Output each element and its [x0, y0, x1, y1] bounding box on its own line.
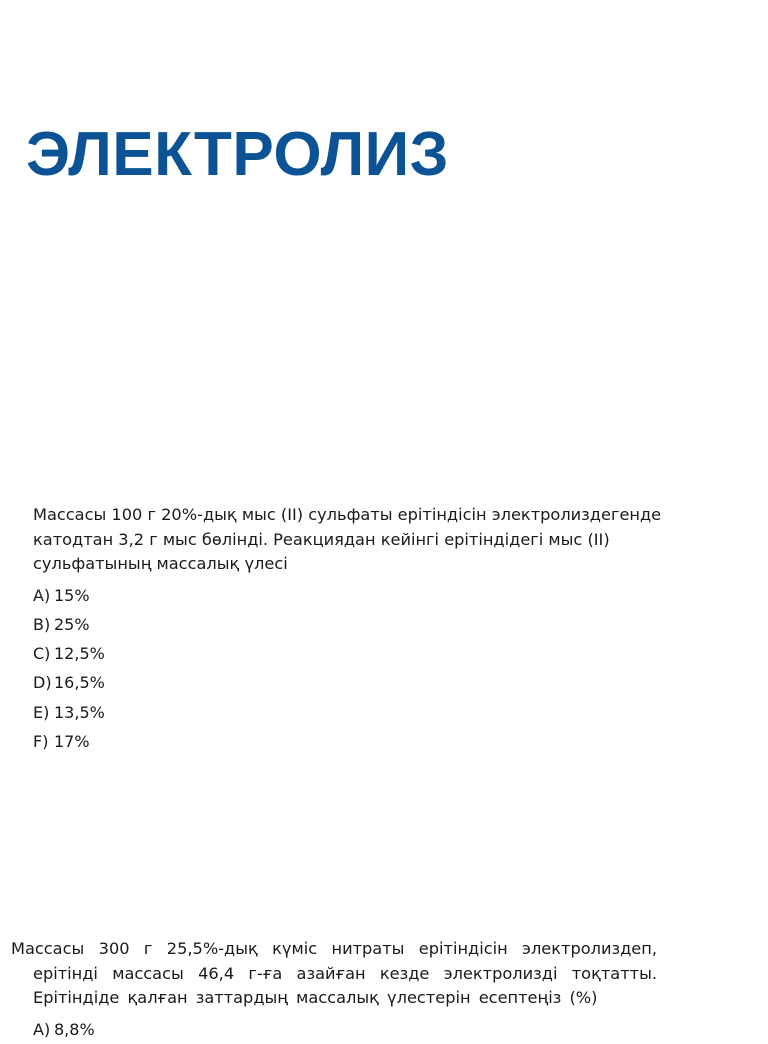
answer-option [33, 639, 713, 668]
answer-option [33, 727, 713, 756]
option-value: 12,5% [54, 644, 105, 664]
question-1-options [33, 581, 713, 757]
option-letter: С) [33, 644, 51, 664]
answer-option [33, 1015, 657, 1044]
question-2-text: Массасы 300 г 25,5%-дық күміс нитраты ерітіндісін электролиздеп, ерітінді массасы 46,4 г-ға азайған кезде электролизді тоқтатты. Ерітіндіде қалған заттардың массалық үлестерін есептеңіз (%) [11, 939, 657, 1007]
answer-option [33, 698, 713, 727]
option-value: 16,5% [54, 673, 105, 693]
option-value: 25% [54, 614, 90, 634]
option-letter: В) [33, 614, 51, 634]
option-value: 13,5% [54, 702, 105, 722]
question-1-text: Массасы 100 г 20%-дық мыс (II) сульфаты ерітіндісін электролиздегенде катодтан 3,2 г мыс бөлінді. Реакциядан кейінгі ерітіндідегі мыс (II) сульфатының массалық үлесі [33, 505, 662, 573]
option-letter: Е) [33, 702, 50, 722]
option-letter: А) [33, 1019, 51, 1039]
question-1 [33, 503, 713, 756]
question-2 [11, 937, 657, 1044]
answer-option [33, 610, 713, 639]
answer-option [33, 668, 713, 697]
slide-title: ЭЛЕКТРОЛИЗ [26, 120, 449, 189]
option-value: 15% [54, 585, 90, 605]
question-2-options [11, 1015, 657, 1044]
answer-option [33, 581, 713, 610]
option-value: 8,8% [54, 1019, 95, 1039]
option-letter: D) [33, 673, 52, 693]
option-letter: А) [33, 585, 51, 605]
option-letter: F) [33, 731, 49, 751]
option-value: 17% [54, 731, 90, 751]
